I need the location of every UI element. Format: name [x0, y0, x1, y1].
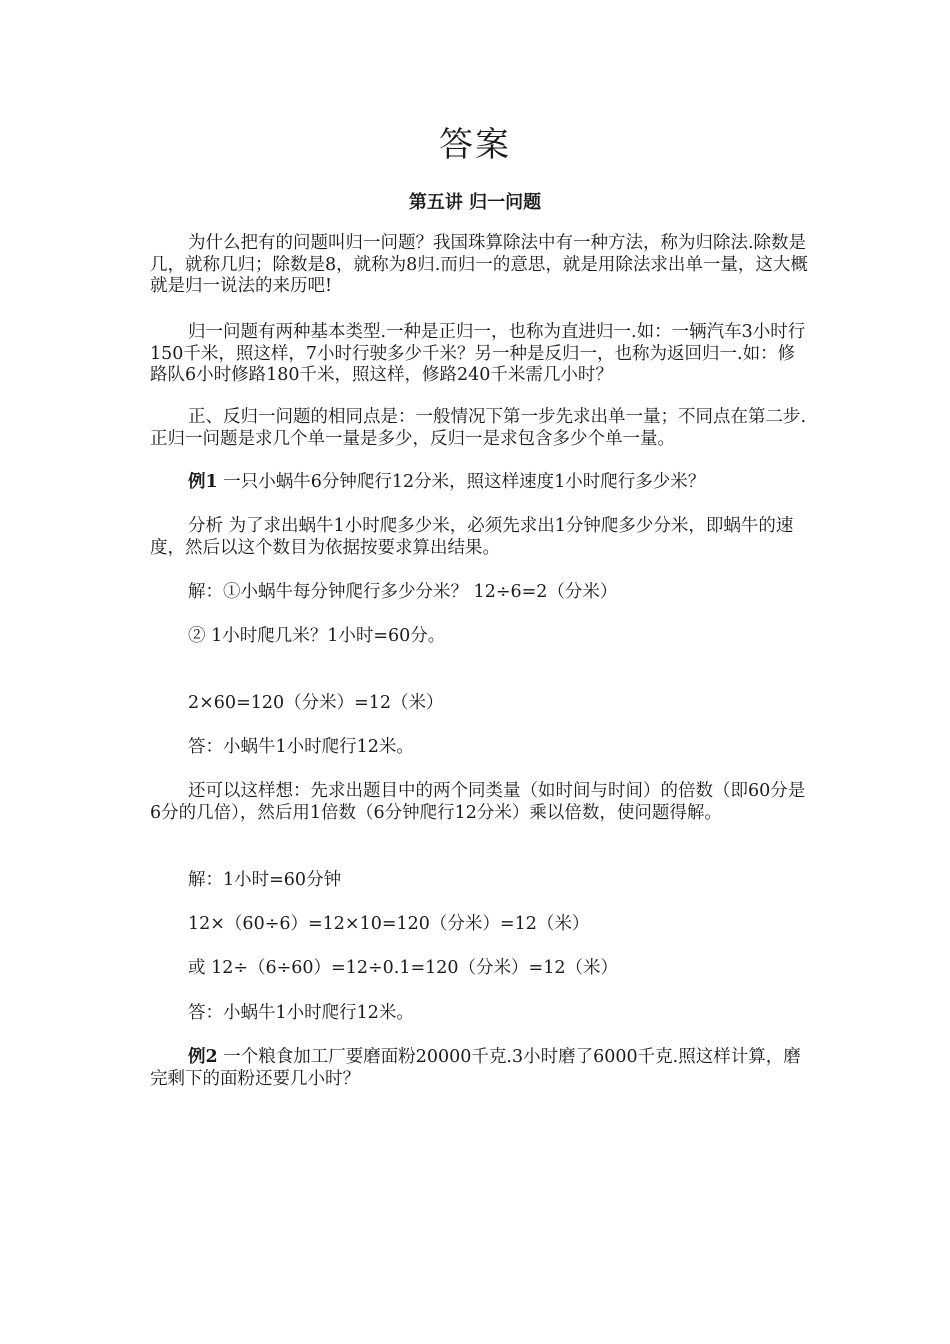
answer-1: 答：小蜗牛1小时爬行12米。 — [188, 737, 414, 757]
example-2-question — [150, 1047, 810, 1090]
compare-paragraph: 正、反归一问题的相同点是：一般情况下第一步先求出单一量；不同点在第二步.正归一问题是求几个单一量是多少，反归一是求包含多少个单一量。 — [150, 407, 807, 449]
solution-2-calculation-1: 12×（60÷6）=12×10=120（分米）=12（米） — [188, 914, 590, 934]
example-1-label: 例1 — [188, 472, 218, 492]
page-title: 答案 — [439, 125, 511, 165]
types-paragraph: 归一问题有两种基本类型.一种是正归一，也称为直进归一.如：一辆汽车3小时行150千米，照这样，7小时行驶多少千米？另一种是反归一，也称为返回归一.如：修路队6小时修路180千米，照这样，修路240千米需几小时？ — [150, 322, 806, 385]
intro-paragraph: 为什么把有的问题叫归一问题？我国珠算除法中有一种方法，称为归除法.除数是几，就称几归；除数是8，就称为8归.而归一的意思，就是用除法求出单一量，这大概就是归一说法的来历吧! — [150, 233, 808, 296]
example-1-text: 一只小蜗牛6分钟爬行12分米，照这样速度1小时爬行多少米？ — [217, 472, 706, 492]
solution-1-step-1: 解：①小蜗牛每分钟爬行多少分米？ 12÷6=2（分米） — [188, 582, 618, 602]
solution-1-step-2: ② 1小时爬几米？1小时=60分。 — [188, 626, 446, 646]
solution-2-step-1: 解：1小时=60分钟 — [188, 870, 342, 890]
example-2-label: 例2 — [188, 1047, 218, 1067]
alternative-method-paragraph: 还可以这样想：先求出题目中的两个同类量（如时间与时间）的倍数（即60分是6分的几倍），然后用1倍数（6分钟爬行12分米）乘以倍数，使问题得解。 — [150, 781, 806, 823]
answer-2: 答：小蜗牛1小时爬行12米。 — [188, 1003, 414, 1023]
example-2-text: 一个粮食加工厂要磨面粉20000千克.3小时磨了6000千克.照这样计算，磨完剩下的面粉还要几小时？ — [150, 1047, 801, 1089]
analysis-paragraph: 分析 为了求出蜗牛1小时爬多少米，必须先求出1分钟爬多少分米，即蜗牛的速度，然后以这个数目为依据按要求算出结果。 — [150, 516, 794, 558]
solution-2-calculation-2: 或 12÷（6÷60）=12÷0.1=120（分米）=12（米） — [188, 958, 618, 978]
section-title: 第五讲 归一问题 — [408, 192, 542, 213]
example-1-question — [188, 472, 705, 494]
solution-1-calculation: 2×60=120（分米）=12（米） — [188, 693, 444, 713]
